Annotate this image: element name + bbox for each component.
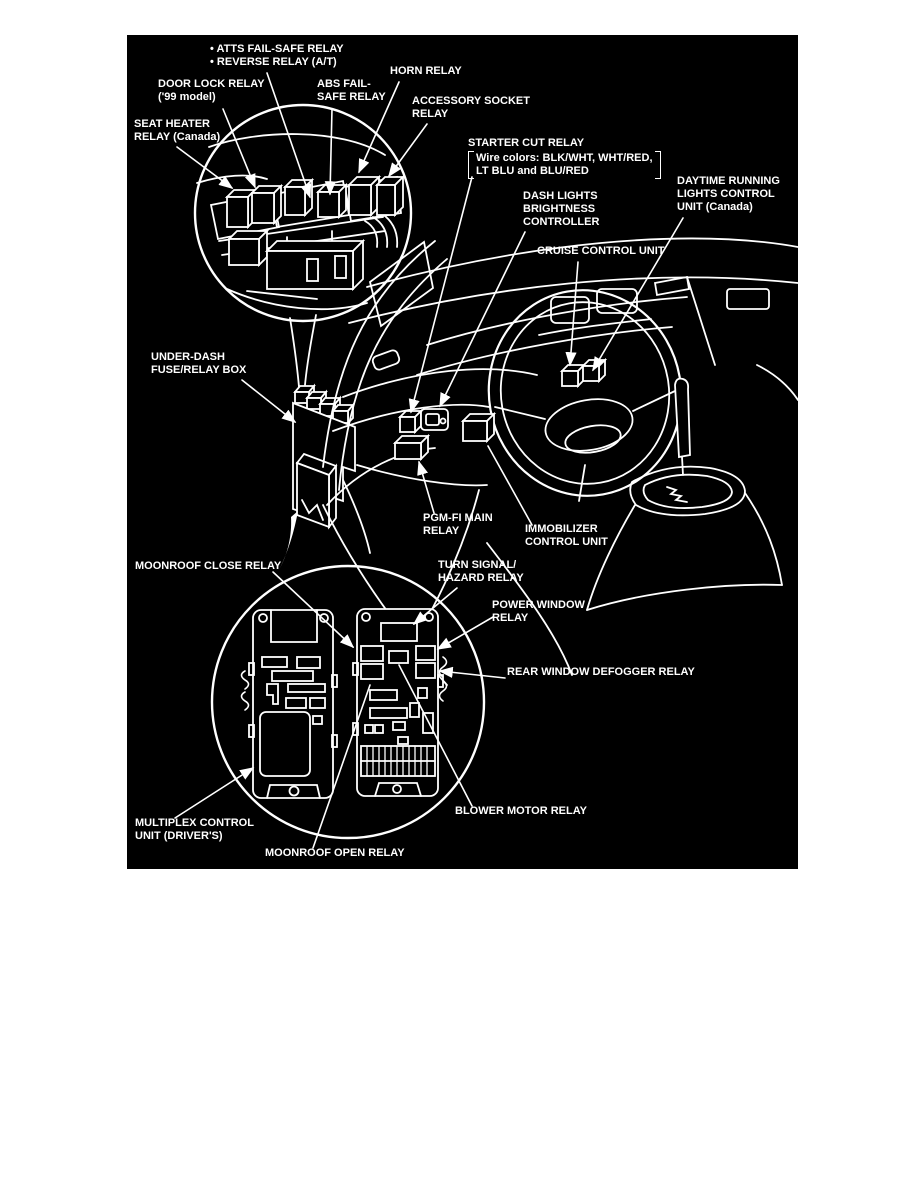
bottom-callout-circle bbox=[212, 566, 484, 838]
label-rear-window-defogger-relay: REAR WINDOW DEFOGGER RELAY bbox=[507, 666, 695, 678]
label-cruise-control-unit: CRUISE CONTROL UNIT bbox=[537, 245, 665, 257]
starter-cut-wire-colors: Wire colors: BLK/WHT, WHT/RED, LT BLU and BLU/RED bbox=[468, 151, 661, 179]
label-dash-lights-brightness-controller: DASH LIGHTS BRIGHTNESS CONTROLLER bbox=[523, 190, 600, 228]
label-pgm-fi-main-relay: PGM-FI MAIN RELAY bbox=[423, 512, 493, 537]
label-multiplex-control-unit: MULTIPLEX CONTROL UNIT (DRIVER'S) bbox=[135, 817, 254, 842]
label-starter-cut-relay: STARTER CUT RELAY Wire colors: BLK/WHT, WHT/RED, LT BLU and BLU/RED bbox=[468, 137, 661, 179]
label-door-lock-relay: DOOR LOCK RELAY ('99 model) bbox=[158, 78, 265, 103]
wiring-diagram-art bbox=[127, 35, 798, 869]
left-panel-art bbox=[249, 610, 337, 798]
label-power-window-relay: POWER WINDOW RELAY bbox=[492, 599, 585, 624]
label-seat-heater-relay: SEAT HEATER RELAY (Canada) bbox=[134, 118, 221, 143]
callout-neck-top bbox=[290, 315, 316, 387]
label-blower-motor-relay: BLOWER MOTOR RELAY bbox=[455, 805, 588, 817]
bracket-left bbox=[468, 151, 474, 179]
label-moonroof-close-relay: MOONROOF CLOSE RELAY bbox=[135, 560, 282, 572]
top-callout-circle bbox=[195, 105, 411, 321]
label-under-dash-fuse-relay-box: UNDER-DASH FUSE/RELAY BOX bbox=[151, 351, 247, 376]
label-turn-signal-hazard-relay: TURN SIGNAL/ HAZARD RELAY bbox=[438, 559, 524, 584]
label-horn-relay: HORN RELAY bbox=[390, 65, 462, 77]
label-immobilizer-control-unit: IMMOBILIZER CONTROL UNIT bbox=[525, 523, 608, 548]
right-panel-art bbox=[353, 609, 443, 796]
label-abs-fail-safe-relay: ABS FAIL- SAFE RELAY bbox=[317, 78, 386, 103]
label-daytime-running-lights-control-unit: DAYTIME RUNNING LIGHTS CONTROL UNIT (Canada) bbox=[677, 175, 780, 213]
bracket-right bbox=[655, 151, 661, 179]
label-atts-reverse-relay: • ATTS FAIL-SAFE RELAY • REVERSE RELAY (A/T) bbox=[210, 43, 344, 68]
label-accessory-socket-relay: ACCESSORY SOCKET RELAY bbox=[412, 95, 530, 120]
label-moonroof-open-relay: MOONROOF OPEN RELAY bbox=[265, 847, 405, 859]
relay-location-diagram bbox=[127, 35, 798, 869]
